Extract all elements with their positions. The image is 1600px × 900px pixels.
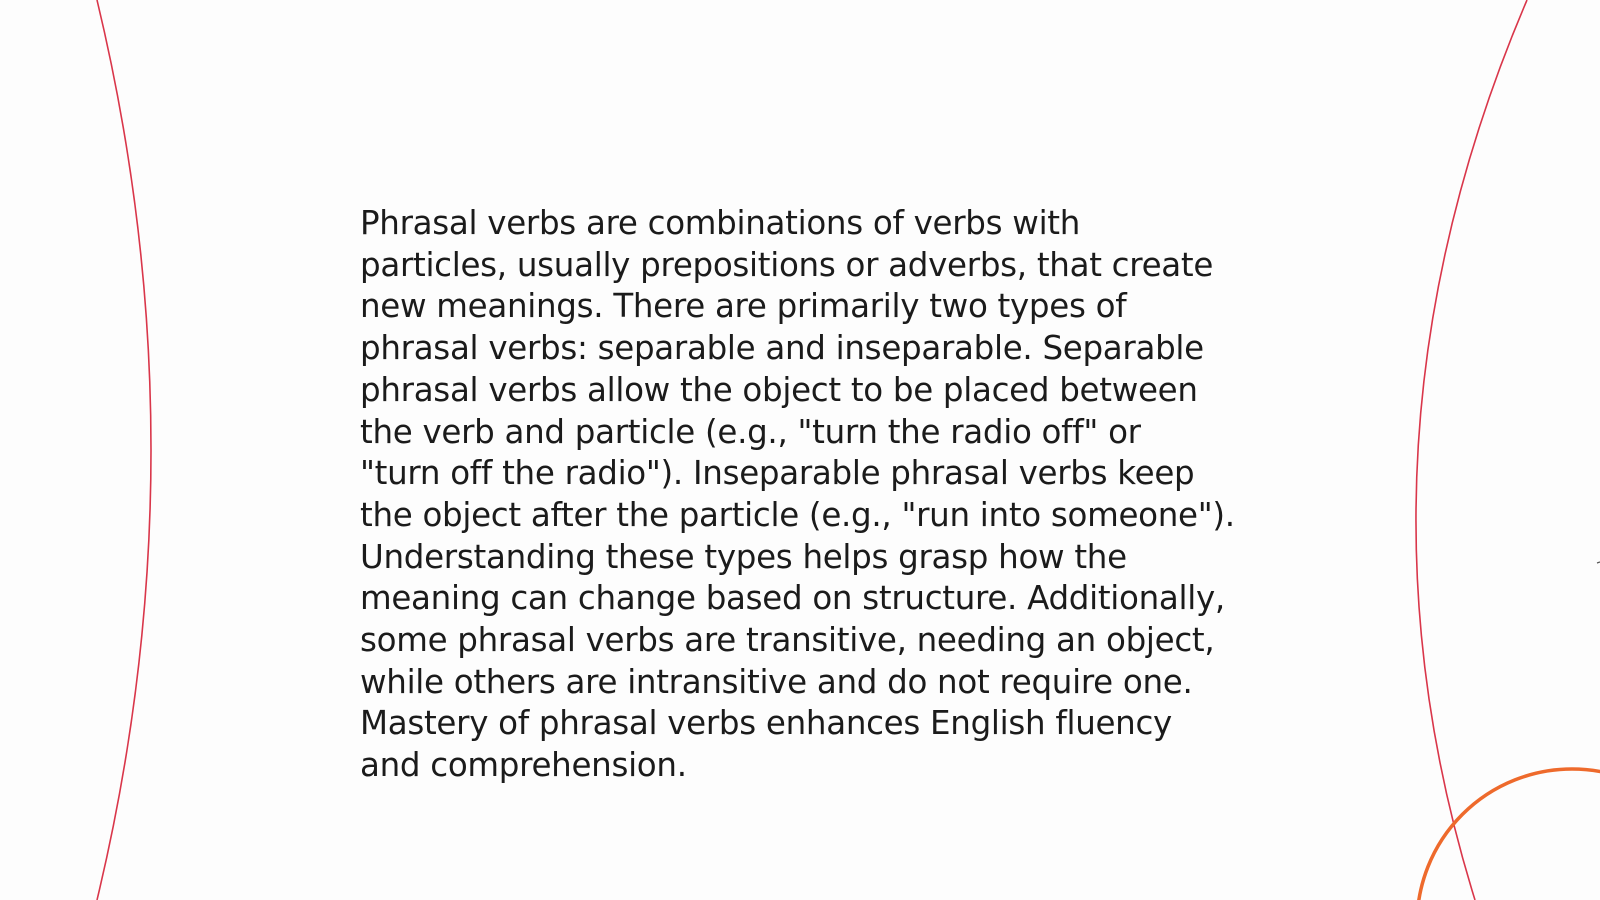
body-paragraph: [360, 203, 1260, 787]
paragraph-line: the verb and particle (e.g., "turn the radio off" or: [360, 412, 1141, 451]
paragraph-line: while others are intransitive and do not require one.: [360, 662, 1193, 701]
paragraph-line: "turn off the radio"). Inseparable phrasal verbs keep: [360, 454, 1195, 493]
paragraph-line: and comprehension.: [360, 746, 687, 785]
paragraph-line: some phrasal verbs are transitive, needing an object,: [360, 621, 1215, 660]
paragraph-line: Mastery of phrasal verbs enhances English fluency: [360, 704, 1172, 743]
paragraph-line: phrasal verbs allow the object to be placed between: [360, 370, 1198, 409]
paragraph-line: the object after the particle (e.g., "run into someone").: [360, 495, 1235, 534]
orange-corner-circle: [1417, 769, 1600, 900]
paragraph-line: particles, usually prepositions or adverbs, that create: [360, 245, 1214, 284]
paragraph-line: Understanding these types helps grasp how the: [360, 537, 1127, 576]
paragraph-line: new meanings. There are primarily two types of: [360, 287, 1127, 326]
paragraph-line: Phrasal verbs are combinations of verbs with: [360, 204, 1081, 242]
right-arc: [1416, 0, 1527, 900]
paragraph-line: meaning can change based on structure. Additionally,: [360, 579, 1225, 618]
paragraph-line: phrasal verbs: separable and inseparable. Separable: [360, 329, 1204, 368]
left-arc: [97, 0, 151, 900]
